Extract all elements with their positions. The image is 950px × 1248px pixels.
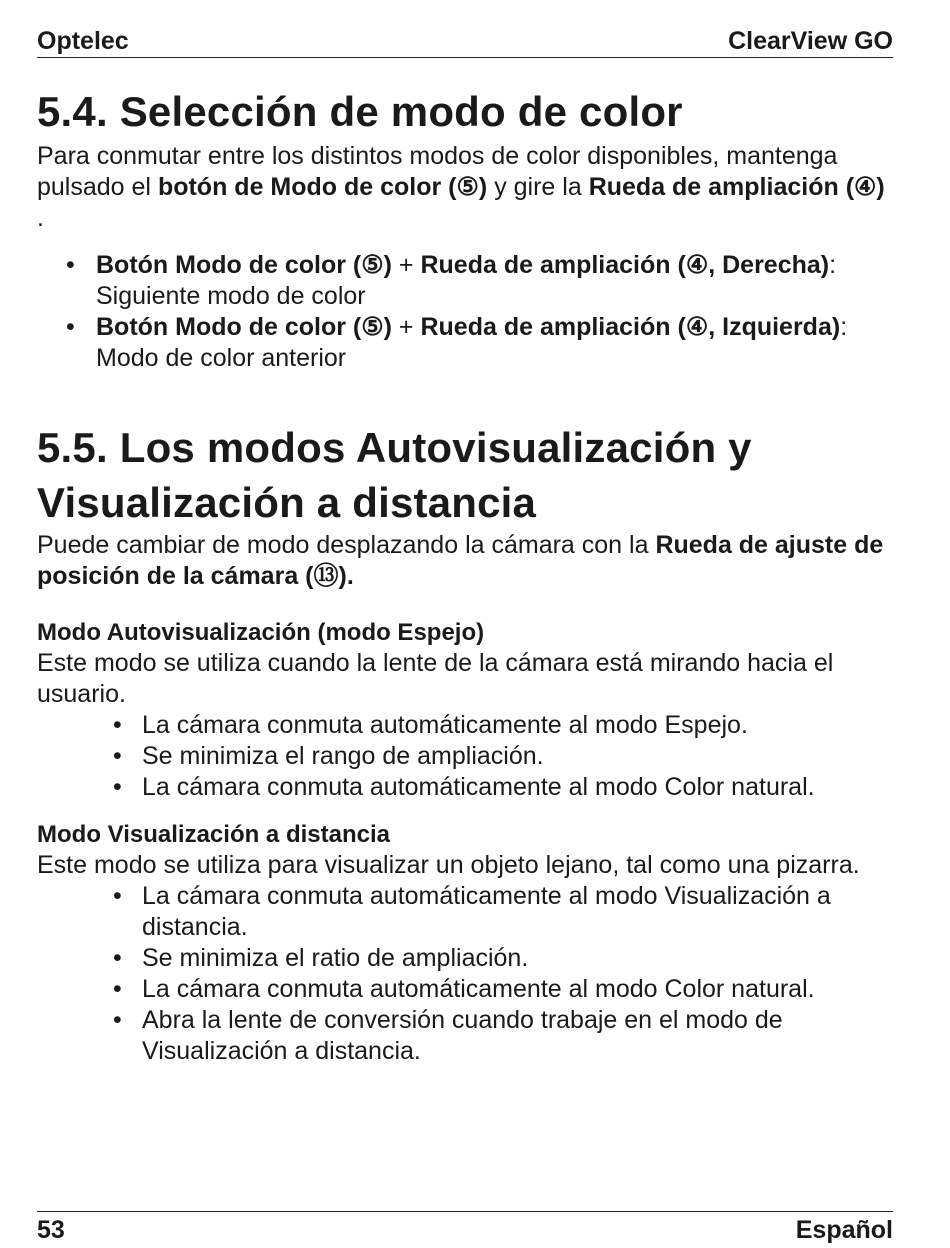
list-item: • La cámara conmuta automáticamente al modo Color natural. [37, 772, 893, 803]
section-5-5-intro [37, 530, 893, 592]
mirror-mode-heading: Modo Autovisualización (modo Espejo) [37, 619, 485, 646]
item-bold: Botón Modo de color (⑤) [96, 313, 392, 341]
list-item [37, 250, 893, 312]
item-text: : Modo de color anterior [96, 313, 848, 372]
page-number: 53 [37, 1216, 65, 1244]
item-bold: Botón Modo de color (⑤) [96, 251, 392, 279]
section-5-5-title: 5.5. Los modos Autovisualización y Visualización a distancia [37, 424, 752, 526]
intro-bold-zoom-wheel: Rueda de ampliación (④) [588, 173, 885, 201]
item-text: : Siguiente modo de color [96, 251, 837, 310]
intro-bold-color-button: botón de Modo de color (⑤) [157, 173, 488, 201]
distance-mode-desc: Este modo se utiliza para visualizar un objeto lejano, tal como una pizarra. [37, 851, 860, 879]
item-bold: Rueda de ampliación (④, Izquierda) [420, 313, 841, 341]
header-product: ClearView GO [728, 27, 893, 55]
intro-text: Para conmutar entre los distintos modos de color disponibles, mantenga pulsado el [37, 142, 838, 201]
list-item: • La cámara conmuta automáticamente al modo Espejo. [37, 710, 893, 741]
running-header [37, 26, 893, 58]
distance-mode-heading: Modo Visualización a distancia [37, 821, 390, 848]
color-mode-list [37, 250, 893, 374]
list-item: • La cámara conmuta automáticamente al modo Visualización a distancia. [37, 881, 893, 943]
list-item: • Abra la lente de conversión cuando trabaje en el modo de Visualización a distancia. [37, 1005, 893, 1067]
list-item: • Se minimiza el ratio de ampliación. [37, 943, 893, 974]
section-5-4-intro [37, 141, 893, 234]
distance-mode-list [37, 881, 893, 1067]
mirror-mode-list [37, 710, 893, 803]
intro-text: Puede cambiar de modo desplazando la cámara con la [37, 531, 656, 559]
list-item [37, 312, 893, 374]
page-content [37, 86, 893, 1067]
item-plus: + [391, 313, 421, 341]
intro-text: . [37, 204, 44, 232]
intro-bold-position-wheel: Rueda de ajuste de posición de la cámara (⑬). [37, 531, 884, 590]
section-5-4-title: 5.4. Selección de modo de color [37, 88, 683, 135]
mirror-mode-desc: Este modo se utiliza cuando la lente de la cámara está mirando hacia el usuario. [37, 649, 834, 708]
manual-page [37, 0, 893, 1248]
running-footer [37, 1211, 893, 1246]
item-bold: Rueda de ampliación (④, Derecha) [420, 251, 830, 279]
list-item: • Se minimiza el rango de ampliación. [37, 741, 893, 772]
footer-language: Español [795, 1216, 893, 1244]
item-plus: + [391, 251, 421, 279]
list-item: • La cámara conmuta automáticamente al modo Color natural. [37, 974, 893, 1005]
intro-text: y gire la [487, 173, 589, 201]
header-brand: Optelec [37, 27, 129, 55]
